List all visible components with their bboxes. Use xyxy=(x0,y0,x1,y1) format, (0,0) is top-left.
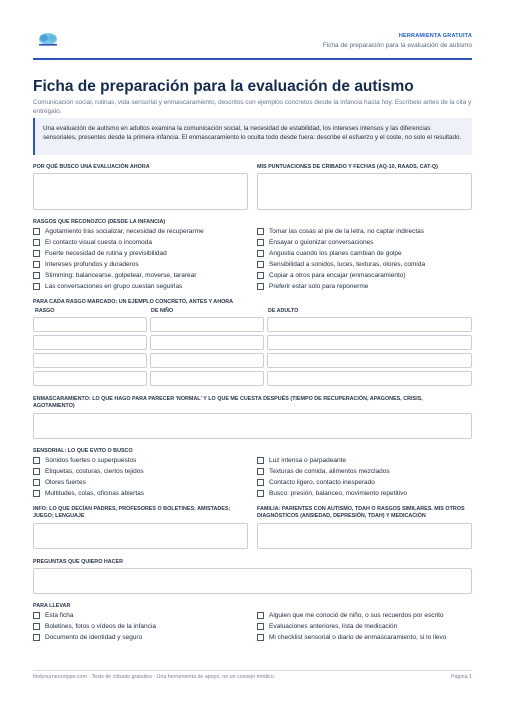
checkbox-icon xyxy=(33,623,40,630)
sensory-checkbox[interactable]: Texturas de comida, alimentos mezclados xyxy=(257,467,390,476)
trait-checkbox[interactable]: Las conversaciones en grupo cuestan seguirlas xyxy=(33,282,182,291)
trait-checkbox[interactable]: Ensayar o guionizar conversaciones xyxy=(257,238,373,247)
family-field[interactable] xyxy=(257,523,472,549)
footer-text: findyourneurotype.com · Tests de cribado gratuitos · Una herramienta de apoyo, no un consejo médico. xyxy=(33,674,276,680)
header-badge: HERRAMIENTA GRATUITA xyxy=(398,33,472,39)
column-header-child: DE NIÑO xyxy=(151,308,174,314)
scores-field[interactable] xyxy=(257,173,472,210)
example-cell[interactable] xyxy=(150,371,264,386)
footer-rule xyxy=(33,670,472,671)
checkbox-icon xyxy=(257,490,264,497)
sensory-checkbox[interactable]: Contacto ligero, contacto inesperado xyxy=(257,478,375,487)
trait-checkbox[interactable]: Copiar a otros para encajar (enmascaramiento) xyxy=(257,271,406,280)
page-number: Página 1 xyxy=(451,674,472,680)
checkbox-icon xyxy=(257,228,264,235)
example-cell[interactable] xyxy=(150,335,264,350)
checkbox-icon xyxy=(257,250,264,257)
header-rule xyxy=(33,58,472,60)
checkbox-icon xyxy=(33,250,40,257)
checkbox-icon xyxy=(257,272,264,279)
questions-field[interactable] xyxy=(33,568,472,594)
checkbox-icon xyxy=(33,261,40,268)
checkbox-icon xyxy=(33,228,40,235)
header-tag xyxy=(323,33,472,49)
example-cell[interactable] xyxy=(267,371,472,386)
checkbox-icon xyxy=(257,623,264,630)
column-header-adult: DE ADULTO xyxy=(268,308,299,314)
checkbox-icon xyxy=(257,468,264,475)
checkbox-icon xyxy=(33,457,40,464)
bring-label: PARA LLEVAR xyxy=(33,603,71,609)
examples-label: PARA CADA RASGO MARCADO: UN EJEMPLO CONCRETO, ANTES Y AHORA xyxy=(33,299,234,305)
example-cell[interactable] xyxy=(267,335,472,350)
trait-checkbox[interactable]: Intereses profundos y duraderos xyxy=(33,260,139,269)
sensory-checkbox[interactable]: Multitudes, colas, oficinas abiertas xyxy=(33,489,144,498)
sensory-label: SENSORIAL: LO QUE EVITO O BUSCO xyxy=(33,448,133,454)
checkbox-icon xyxy=(33,612,40,619)
bring-checkbox[interactable]: Mi checklist sensorial o diario de enmascaramiento, si lo llevo xyxy=(257,633,446,642)
trait-checkbox[interactable]: Tomar las cosas al pie de la letra, no captar indirectas xyxy=(257,227,424,236)
sensory-checkbox[interactable]: Etiquetas, costuras, ciertos tejidos xyxy=(33,467,144,476)
trait-checkbox[interactable]: Fuerte necesidad de rutina y previsibilidad xyxy=(33,249,167,258)
checkbox-icon xyxy=(257,457,264,464)
page-title: Ficha de preparación para la evaluación de autismo xyxy=(33,78,414,95)
example-cell[interactable] xyxy=(33,371,147,386)
checkbox-icon xyxy=(257,239,264,246)
trait-checkbox[interactable]: Agotamiento tras socializar, necesidad de recuperarme xyxy=(33,227,204,236)
intro-text: Comunicación social, rutinas, vida sensorial y enmascaramiento, descritos con ejemplos concretos desde la infancia hasta hoy. Escríbelo antes de la cita y entrégalo. xyxy=(33,99,472,115)
bring-checkbox[interactable]: Documento de identidad y seguro xyxy=(33,633,142,642)
checkbox-icon xyxy=(33,283,40,290)
checkbox-icon xyxy=(257,479,264,486)
header-subtitle: Ficha de preparación para la evaluación de autismo xyxy=(322,42,472,49)
why-label: POR QUÉ BUSCO UNA EVALUACIÓN AHORA xyxy=(33,164,150,170)
checkbox-icon xyxy=(257,261,264,268)
sensory-checkbox[interactable]: Busco: presión, balanceo, movimiento repetitivo xyxy=(257,489,407,498)
questions-label: PREGUNTAS QUE QUIERO HACER xyxy=(33,559,124,565)
checkbox-icon xyxy=(33,468,40,475)
example-cell[interactable] xyxy=(33,353,147,368)
checkbox-icon xyxy=(33,634,40,641)
checkbox-icon xyxy=(33,479,40,486)
bring-checkbox[interactable]: Esta ficha xyxy=(33,611,74,620)
family-label: FAMILIA: PARIENTES CON AUTISMO, TDAH O RASGOS SIMILARES. MIS OTROS DIAGNÓSTICOS (ANSIEDAD, DEPRESIÓN, TDAH) Y MEDICACIÓN xyxy=(257,506,465,519)
sensory-checkbox[interactable]: Sonidos fuertes o superpuestos xyxy=(33,456,136,465)
info-field[interactable] xyxy=(33,523,248,549)
checkbox-icon xyxy=(257,283,264,290)
masking-label: ENMASCARAMIENTO: LO QUE HAGO PARA PARECER 'NORMAL' Y LO QUE ME CUESTA DESPUÉS (TIEMPO DE RECUPERACIÓN, APAGONES, CRISIS, AGOTAMIENTO) xyxy=(33,396,423,409)
masking-field[interactable] xyxy=(33,413,472,439)
example-cell[interactable] xyxy=(150,317,264,332)
trait-checkbox[interactable]: Preferir estar solo para reponerme xyxy=(257,282,368,291)
scores-label: MIS PUNTUACIONES DE CRIBADO Y FECHAS (AQ-10, RAADS, CAT-Q) xyxy=(257,164,438,170)
sensory-checkbox[interactable]: Olores fuertes xyxy=(33,478,86,487)
checkbox-icon xyxy=(257,612,264,619)
example-cell[interactable] xyxy=(267,353,472,368)
checkbox-icon xyxy=(33,272,40,279)
traits-label: RASGOS QUE RECONOZCO (DESDE LA INFANCIA) xyxy=(33,219,166,225)
trait-checkbox[interactable]: Angustia cuando los planes cambian de golpe xyxy=(257,249,402,258)
column-header-trait: RASGO xyxy=(35,308,55,314)
example-cell[interactable] xyxy=(33,335,147,350)
bring-checkbox[interactable]: Evaluaciones anteriores, lista de medicación xyxy=(257,622,397,631)
example-cell[interactable] xyxy=(267,317,472,332)
bring-checkbox[interactable]: Alguien que me conoció de niño, o sus recuerdos por escrito xyxy=(257,611,444,620)
findyourneurotype-logo-icon xyxy=(33,31,63,47)
bring-checkbox[interactable]: Boletines, fotos o vídeos de la infancia xyxy=(33,622,156,631)
trait-checkbox[interactable]: El contacto visual cuesta o incomoda xyxy=(33,238,152,247)
checkbox-icon xyxy=(33,490,40,497)
trait-checkbox[interactable]: Sensibilidad a sonidos, luces, texturas, olores, comida xyxy=(257,260,425,269)
example-cell[interactable] xyxy=(33,317,147,332)
info-callout: Una evaluación de autismo en adultos examina la comunicación social, la necesidad de estabilidad, los intereses intensos y las diferencias sensoriales, presentes desde la primera infancia. El enmascaramiento lo oculta todo desde fuera: describe el esfuerzo y el coste, no solo el resultado. xyxy=(33,118,472,155)
why-field[interactable] xyxy=(33,173,248,210)
example-cell[interactable] xyxy=(150,353,264,368)
trait-checkbox[interactable]: Stimming: balancearse, golpetear, moverse, tararear xyxy=(33,271,196,280)
info-label: INFO: LO QUE DECÍAN PADRES, PROFESORES O BOLETINES; AMISTADES; JUEGO; LENGUAJE xyxy=(33,506,231,519)
checkbox-icon xyxy=(257,634,264,641)
sensory-checkbox[interactable]: Luz intensa o parpadeante xyxy=(257,456,346,465)
checkbox-icon xyxy=(33,239,40,246)
